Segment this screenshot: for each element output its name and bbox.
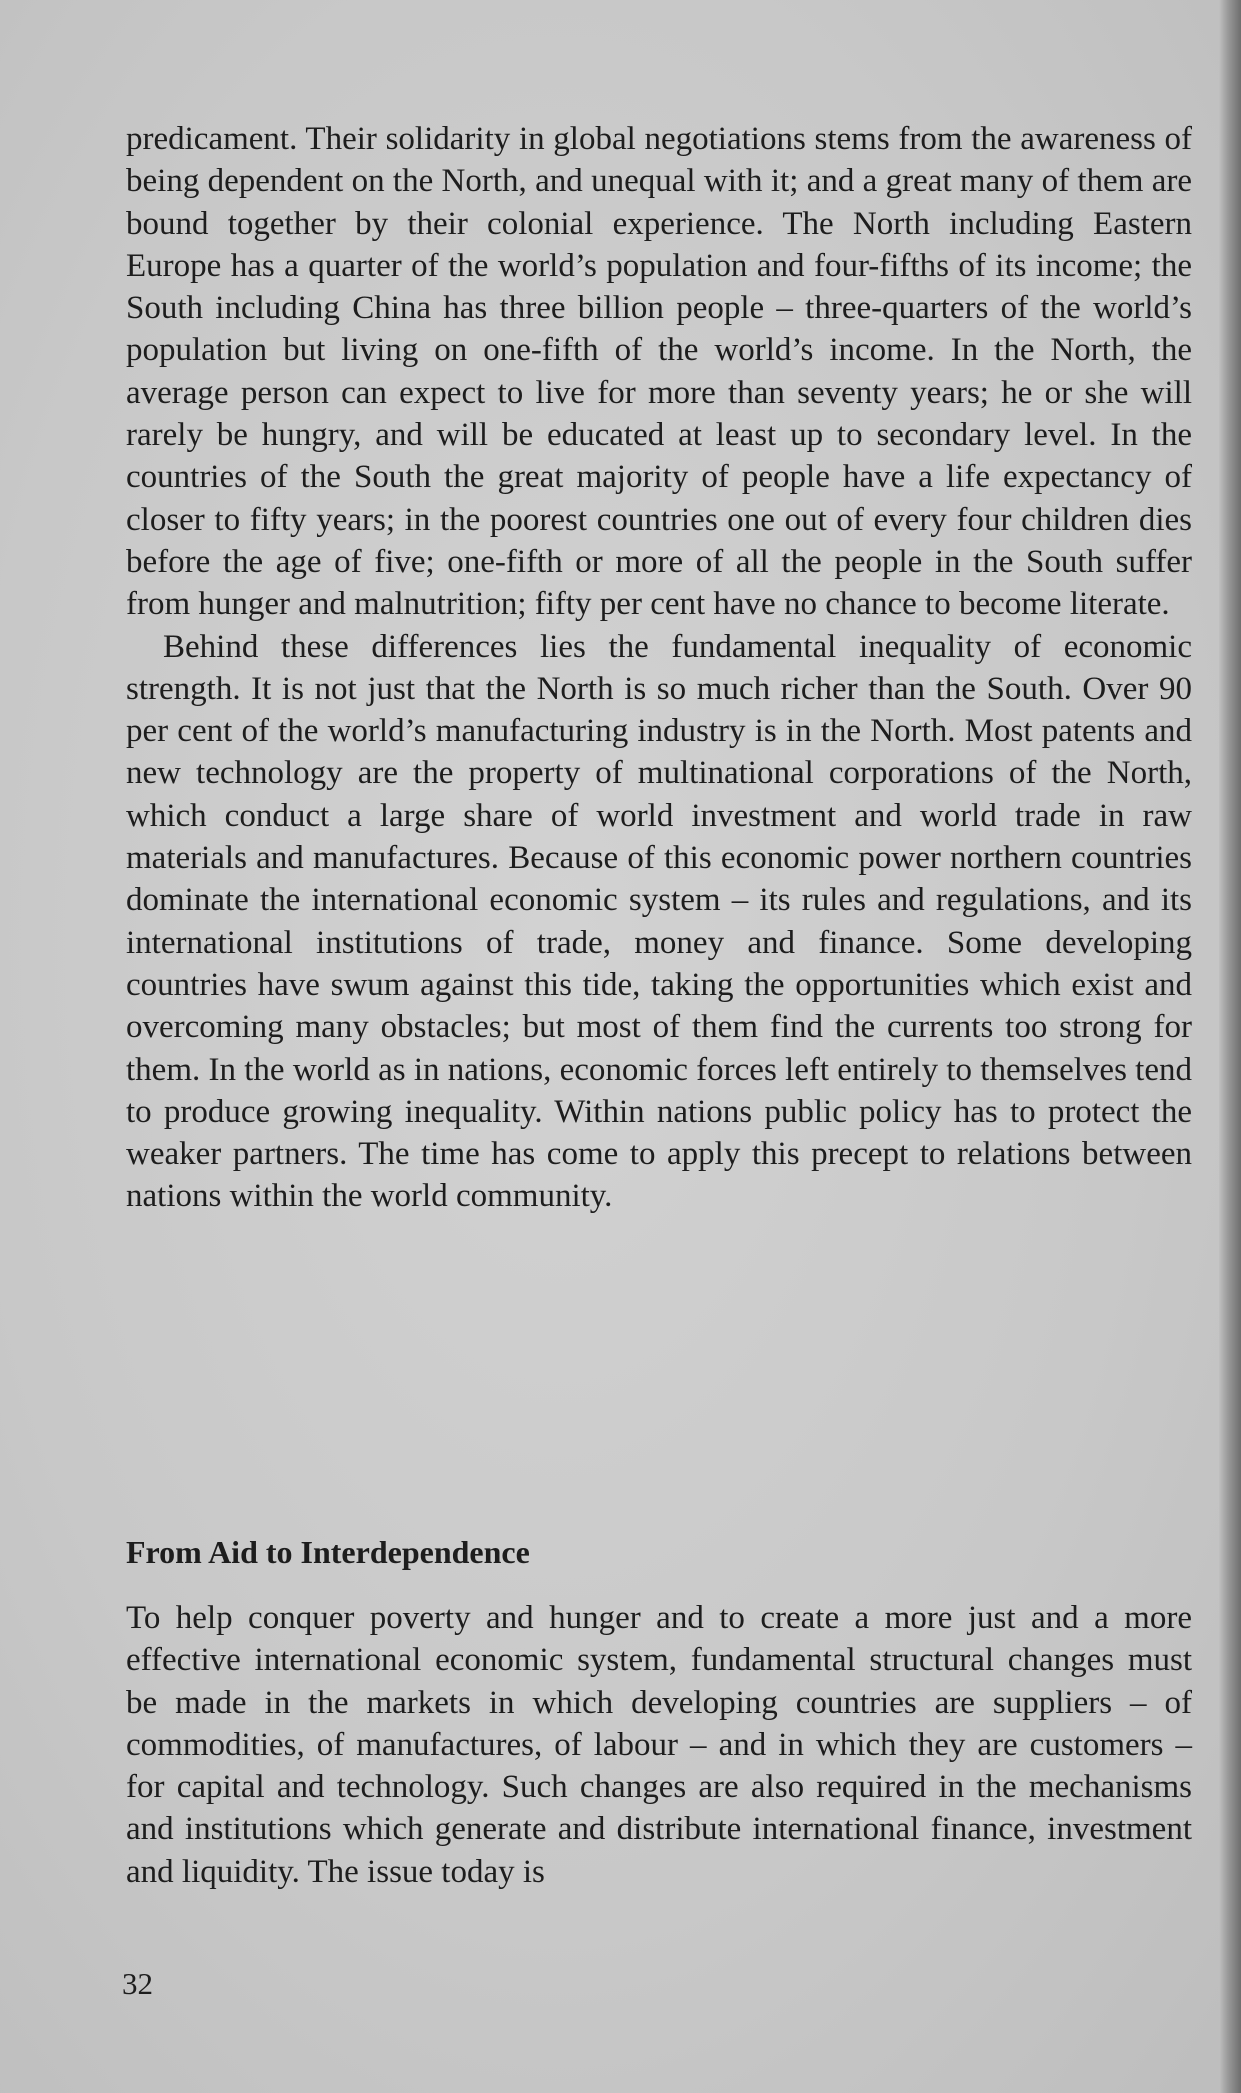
section-body-text xyxy=(126,1597,1192,1893)
page-edge-shadow xyxy=(1219,0,1241,2093)
paragraph-differences: Behind these differences lies the fundamental inequality of economic strength. It is not just that the North is so much richer than the South. Over 90 per cent of the world’s manufacturing industry is in the North. Most patents and new technology are the property of multinational corporations of the North, which conduct a large share of world investment and world trade in raw materials and manufactures. Because of this economic power northern countries dominate the international economic system – its rules and regulations, and its international institutions of trade, money and finance. Some developing countries have swum against this tide, taking the opportunities which exist and overcoming many obstacles; but most of them find the currents too strong for them. In the world as in nations, economic forces left entirely to themselves tend to produce growing inequality. Within nations public policy has to protect the weaker partners. The time has come to apply this precept to relations between nations within the world community. xyxy=(126,628,1192,1215)
paragraph-predicament: predicament. Their solidarity in global negotiations stems from the awareness of being dependent on the North, and unequal with it; and a great many of them are bound together by their colonial experience. The North including Eastern Europe has a quarter of the world’s population and four-fifths of its income; the South including China has three billion people – three-quarters of the world’s population but living on one-fifth of the world’s income. In the North, the average person can expect to live for more than seventy years; he or she will rarely be hungry, and will be educated at least up to secondary level. In the countries of the South the great majority of people have a life expectancy of closer to fifty years; in the poorest countries one out of every four children dies before the age of five; one-fifth or more of all the people in the South suffer from hunger and malnutrition; fifty per cent have no chance to become literate. xyxy=(126,121,1192,623)
body-text xyxy=(126,118,1192,1218)
paragraph-aid: To help conquer poverty and hunger and to create a more just and a more effective international economic system, fundamental structural changes must be made in the markets in which developing countries are suppliers – of commodities, of manufactures, of labour – and in which they are customers – for capital and technology. Such changes are also required in the mechanisms and institutions which generate and distribute international finance, investment and liquidity. The issue today is xyxy=(126,1600,1192,1890)
page-number: 32 xyxy=(122,1966,153,2001)
section-heading: From Aid to Interdependence xyxy=(126,1534,530,1570)
